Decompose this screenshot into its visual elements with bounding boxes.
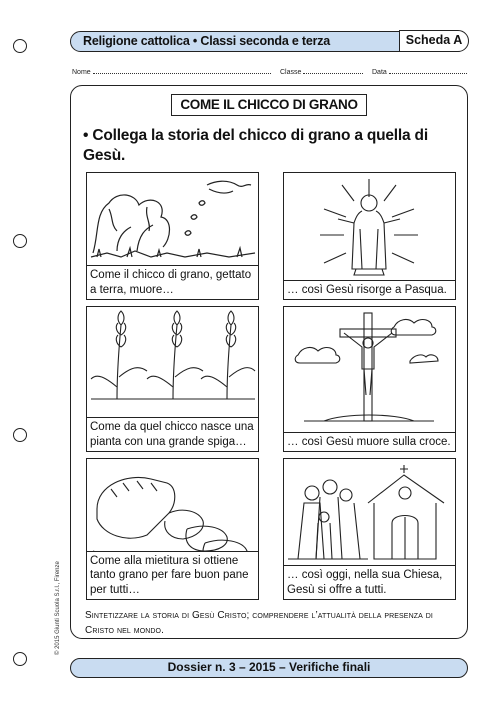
date-label: Data: [372, 69, 387, 76]
learning-objective: Sintetizzare la storia di Gesù Cristo; comprendere l’attualità della presenza di Cristo nel mondo.: [85, 610, 433, 636]
card-church[interactable]: [283, 458, 456, 600]
binder-hole: [13, 39, 27, 53]
card-risen-jesus[interactable]: [283, 172, 456, 300]
class-label: Classe: [280, 69, 302, 76]
class-line: [303, 67, 363, 74]
card-caption: Come il chicco di grano, gettato a terra, muore…: [87, 265, 258, 299]
worksheet-title: COME IL CHICCO DI GRANO: [171, 94, 367, 116]
card-caption: Come alla mietitura si ottiene tanto grano per fare buon pane per tutti…: [87, 551, 258, 600]
card-sowing[interactable]: [86, 172, 259, 300]
crucifixion-illustration: [284, 307, 455, 451]
card-caption: … così oggi, nella sua Chiesa, Gesù si offre a tutti.: [284, 565, 455, 599]
name-line: [93, 67, 271, 74]
worksheet-frame: [70, 85, 468, 639]
card-crucifixion[interactable]: [283, 306, 456, 452]
copyright-text: © 2015 Giunti Scuola S.r.l., Firenze: [55, 561, 61, 655]
date-field[interactable]: [372, 67, 467, 76]
instruction-text: • Collega la storia del chicco di grano a quella di Gesù.: [83, 127, 428, 164]
class-field[interactable]: [280, 67, 363, 76]
card-caption: … così Gesù risorge a Pasqua.: [284, 280, 455, 300]
card-wheat[interactable]: [86, 306, 259, 452]
binder-hole: [13, 234, 27, 248]
header-bar: [70, 31, 468, 52]
footer-bar: Dossier n. 3 – 2015 – Verifiche finali: [70, 658, 468, 678]
card-caption: Come da quel chicco nasce una pianta con una grande spiga…: [87, 417, 258, 451]
card-caption: … così Gesù muore sulla croce.: [284, 432, 455, 452]
name-label: Nome: [72, 69, 91, 76]
name-field[interactable]: [72, 67, 271, 76]
card-bread[interactable]: [86, 458, 259, 600]
binder-hole: [13, 428, 27, 442]
date-line: [389, 67, 467, 74]
scheda-label: Scheda A: [399, 30, 469, 52]
header-title: Religione cattolica • Classi seconda e terza: [83, 34, 331, 48]
binder-hole: [13, 652, 27, 666]
